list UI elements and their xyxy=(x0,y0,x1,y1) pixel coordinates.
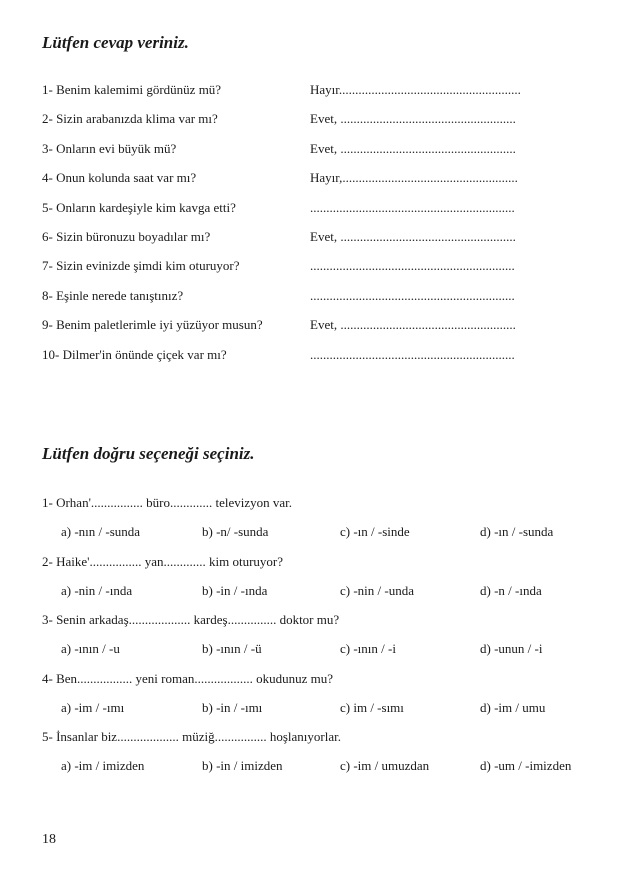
option-a: a) -nin / -ında xyxy=(61,582,133,598)
answer-line: Evet, ...................................................... xyxy=(310,111,516,127)
choice-item xyxy=(42,495,602,554)
option-d: d) -um / -imizden xyxy=(480,758,572,773)
choice-stem: 5- İnsanlar biz................... müziğ................ hoşlanıyorlar. xyxy=(42,729,341,744)
question-text: 10- Dilmer'in önünde çiçek var mı? xyxy=(42,346,227,362)
question-row xyxy=(42,258,562,287)
answer-line: Evet, ...................................................... xyxy=(310,140,516,156)
question-row xyxy=(42,111,562,140)
choice-item xyxy=(42,554,602,613)
section-heading-choice: Lütfen doğru seçeneği seçiniz. xyxy=(42,444,255,463)
choice-item xyxy=(42,612,602,671)
question-text: 2- Sizin arabanızda klima var mı? xyxy=(42,111,218,127)
option-d: d) -n / -ında xyxy=(480,582,542,598)
answer-line: Hayır,...................................................... xyxy=(310,170,518,186)
question-text: 7- Sizin evinizde şimdi kim oturuyor? xyxy=(42,258,240,274)
answer-line: Evet, ...................................................... xyxy=(310,228,516,244)
option-c: c) -nin / -unda xyxy=(340,582,415,598)
option-a: a) -im / -ımı xyxy=(61,699,125,715)
multiple-choice-list xyxy=(42,495,602,788)
question-row xyxy=(42,288,562,317)
choice-stem: 4- Ben................. yeni roman.................. okudunuz mu? xyxy=(42,670,334,686)
option-d: d) -ın / -sunda xyxy=(480,524,554,539)
option-a: a) -im / imizden xyxy=(61,758,145,773)
question-text: 5- Onların kardeşiyle kim kavga etti? xyxy=(42,199,236,215)
option-c: c) -ının / -i xyxy=(340,641,396,656)
option-b: b) -n/ -sunda xyxy=(202,524,269,539)
question-text: 1- Benim kalemimi gördünüz mü? xyxy=(42,82,222,97)
answer-line: ............................................................... xyxy=(310,346,515,362)
option-b: b) -in / -ımı xyxy=(202,699,263,715)
option-c: c) -ın / -sinde xyxy=(340,524,410,539)
option-a: a) -nın / -sunda xyxy=(61,524,141,539)
answer-line: ............................................................... xyxy=(310,199,515,215)
question-text: 3- Onların evi büyük mü? xyxy=(42,140,177,156)
option-b: b) -in / -ında xyxy=(202,582,268,598)
question-text: 9- Benim paletlerimle iyi yüzüyor musun? xyxy=(42,317,263,333)
choice-item xyxy=(42,729,602,788)
page-number: 18 xyxy=(42,832,56,847)
option-c: c) -im / umuzdan xyxy=(340,758,430,773)
choice-stem: 1- Orhan'................ büro............. televizyon var. xyxy=(42,495,293,510)
section-heading-answer: Lütfen cevap veriniz. xyxy=(42,33,189,52)
answer-line: Evet, ...................................................... xyxy=(310,317,516,333)
option-b: b) -ının / -ü xyxy=(202,641,262,656)
question-row xyxy=(42,200,562,229)
question-text: 6- Sizin büronuzu boyadılar mı? xyxy=(42,228,211,244)
question-text: 4- Onun kolunda saat var mı? xyxy=(42,170,197,186)
question-row xyxy=(42,82,562,111)
question-row xyxy=(42,317,562,346)
question-row xyxy=(42,170,562,199)
choice-stem: 2- Haike'................ yan............. kim oturuyor? xyxy=(42,553,283,569)
choice-item xyxy=(42,671,602,730)
question-answer-list xyxy=(42,82,562,376)
choice-stem: 3- Senin arkadaş................... kardeş............... doktor mu? xyxy=(42,612,340,627)
answer-line: ............................................................... xyxy=(310,258,515,274)
option-a: a) -ının / -u xyxy=(61,641,120,656)
question-row xyxy=(42,229,562,258)
answer-line: ............................................................... xyxy=(310,287,515,303)
question-row xyxy=(42,141,562,170)
question-text: 8- Eşinle nerede tanıştınız? xyxy=(42,287,184,303)
option-c: c) im / -sımı xyxy=(340,699,404,715)
option-d: d) -unun / -i xyxy=(480,641,543,656)
option-d: d) -im / umu xyxy=(480,699,546,715)
question-row xyxy=(42,347,562,376)
answer-line: Hayır........................................................ xyxy=(310,82,521,97)
option-b: b) -in / imizden xyxy=(202,758,283,773)
